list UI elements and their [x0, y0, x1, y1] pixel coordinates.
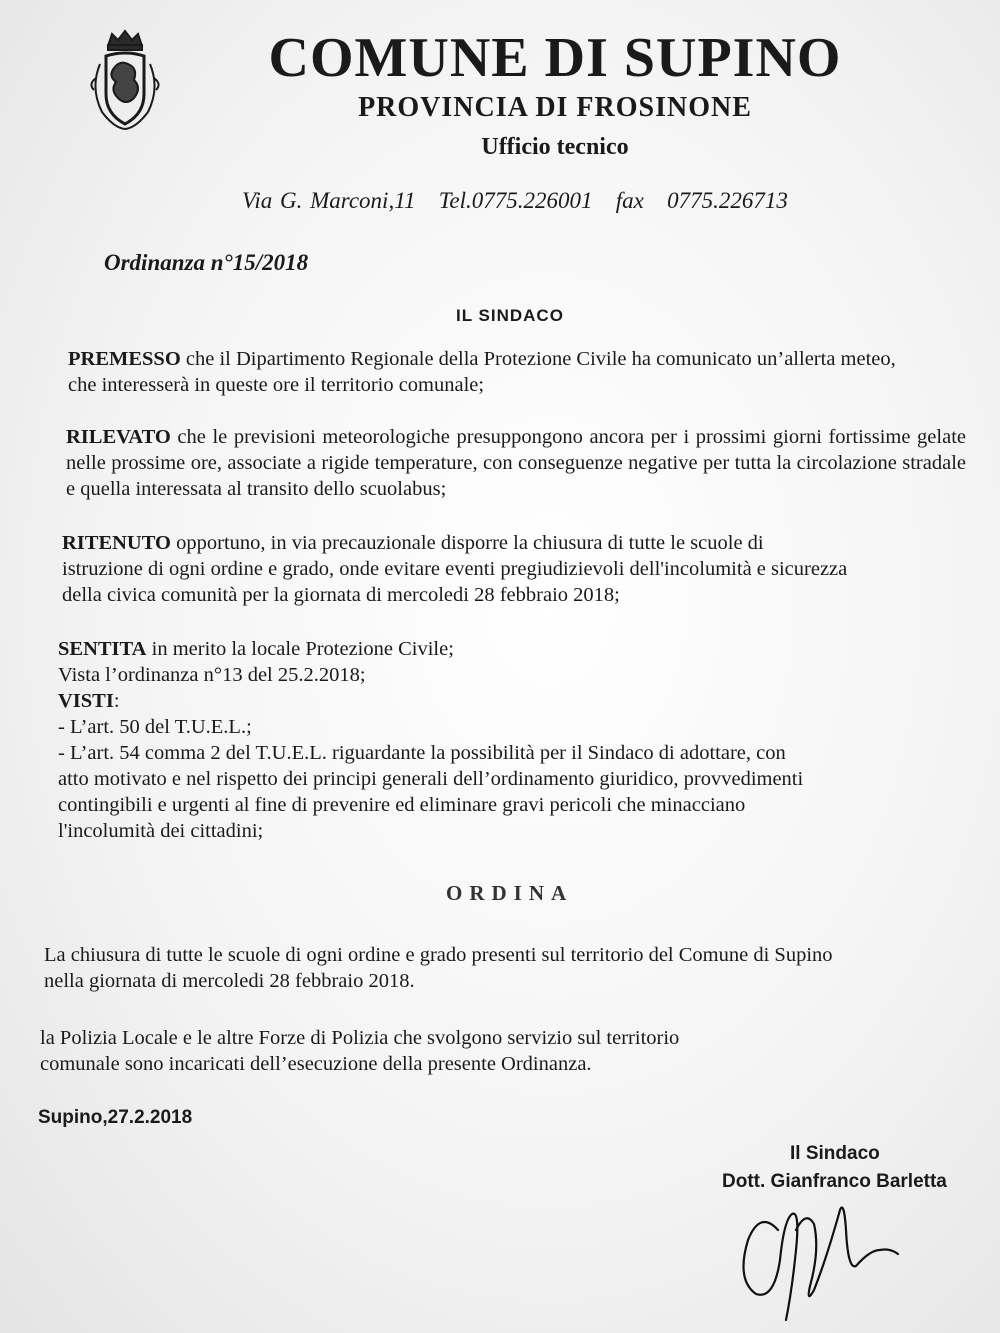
- signer-role: Il Sindaco: [790, 1143, 880, 1164]
- art54-line-3: contingibili e urgenti al fine di prevenire ed eliminare gravi pericoli che minacciano: [58, 794, 746, 816]
- ordina-heading: ORDINA: [446, 881, 574, 905]
- place-date: Supino,27.2.2018: [38, 1107, 193, 1128]
- art54-line-1: - L’art. 54 comma 2 del T.U.E.L. riguardante la possibilità per il Sindaco di adottare, con: [58, 742, 786, 764]
- police-paragraph: [40, 1025, 860, 1077]
- art54-line-2: atto motivato e nel rispetto dei principi generali dell’ordinamento giuridico, provvedimenti: [58, 768, 804, 790]
- police-line-2: comunale sono incaricati dell’esecuzione della presente Ordinanza.: [40, 1053, 592, 1075]
- mayor-heading: IL SINDACO: [456, 306, 564, 325]
- ritenuto-keyword: RITENUTO: [62, 532, 171, 554]
- police-line-1: la Polizia Locale e le altre Forze di Polizia che svolgono servizio sul territorio: [40, 1027, 680, 1049]
- rilevato-paragraph: [66, 424, 966, 502]
- premesso-keyword: PREMESSO: [68, 348, 181, 370]
- ritenuto-line-1: opportuno, in via precauzionale disporre la chiusura di tutte le scuole di: [171, 532, 764, 554]
- signer-name: Dott. Gianfranco Barletta: [722, 1171, 947, 1192]
- ritenuto-paragraph: [62, 530, 947, 608]
- sentita-keyword: SENTITA: [58, 638, 147, 660]
- premesso-paragraph: [68, 346, 928, 398]
- rilevato-keyword: RILEVATO: [66, 426, 171, 448]
- visti-keyword: VISTI: [58, 690, 114, 712]
- decree-paragraph: [44, 942, 964, 994]
- ritenuto-line-3: della civica comunità per la giornata di mercoledi 28 febbraio 2018;: [62, 584, 620, 606]
- decree-line-1: La chiusura di tutte le scuole di ogni ordine e grado presenti sul territorio del Comune di Supino: [44, 944, 833, 966]
- vista-line: Vista l’ordinanza n°13 del 25.2.2018;: [58, 664, 366, 686]
- rilevato-text: che le previsioni meteorologiche presuppongono ancora per i prossimi giorni fortissime gelate nelle prossime ore, associate a rigide temperature, con conseguenze negative per tutta la circolazione stradale e quella interessata al transito dello scuolabus;: [66, 426, 966, 500]
- art54-line-4: l'incolumità dei cittadini;: [58, 820, 264, 842]
- municipal-crest-logo: [84, 28, 166, 132]
- office-subtitle: Ufficio tecnico: [481, 134, 629, 160]
- visti-colon: :: [113, 690, 120, 712]
- sentita-text: in merito la locale Protezione Civile;: [146, 638, 454, 660]
- handwritten-signature: [730, 1190, 930, 1325]
- premesso-text: che il Dipartimento Regionale della Protezione Civile ha comunicato un’allerta meteo, che interesserà in queste ore il territorio comunale;: [68, 348, 896, 396]
- ritenuto-line-2: istruzione di ogni ordine e grado, onde evitare eventi pregiudizievoli dell'incolumità e sicurezza: [62, 558, 848, 580]
- order-number: Ordinanza n°15/2018: [104, 250, 309, 275]
- address-line: Via G. Marconi,11 Tel.0775.226001 fax 0775.226713: [242, 188, 788, 213]
- decree-line-2: nella giornata di mercoledi 28 febbraio 2018.: [44, 970, 415, 992]
- town-title: COMUNE DI SUPINO: [268, 27, 842, 89]
- sentita-paragraph: [58, 636, 938, 844]
- art50-line: - L’art. 50 del T.U.E.L.;: [58, 716, 252, 738]
- province-title: PROVINCIA DI FROSINONE: [358, 92, 752, 123]
